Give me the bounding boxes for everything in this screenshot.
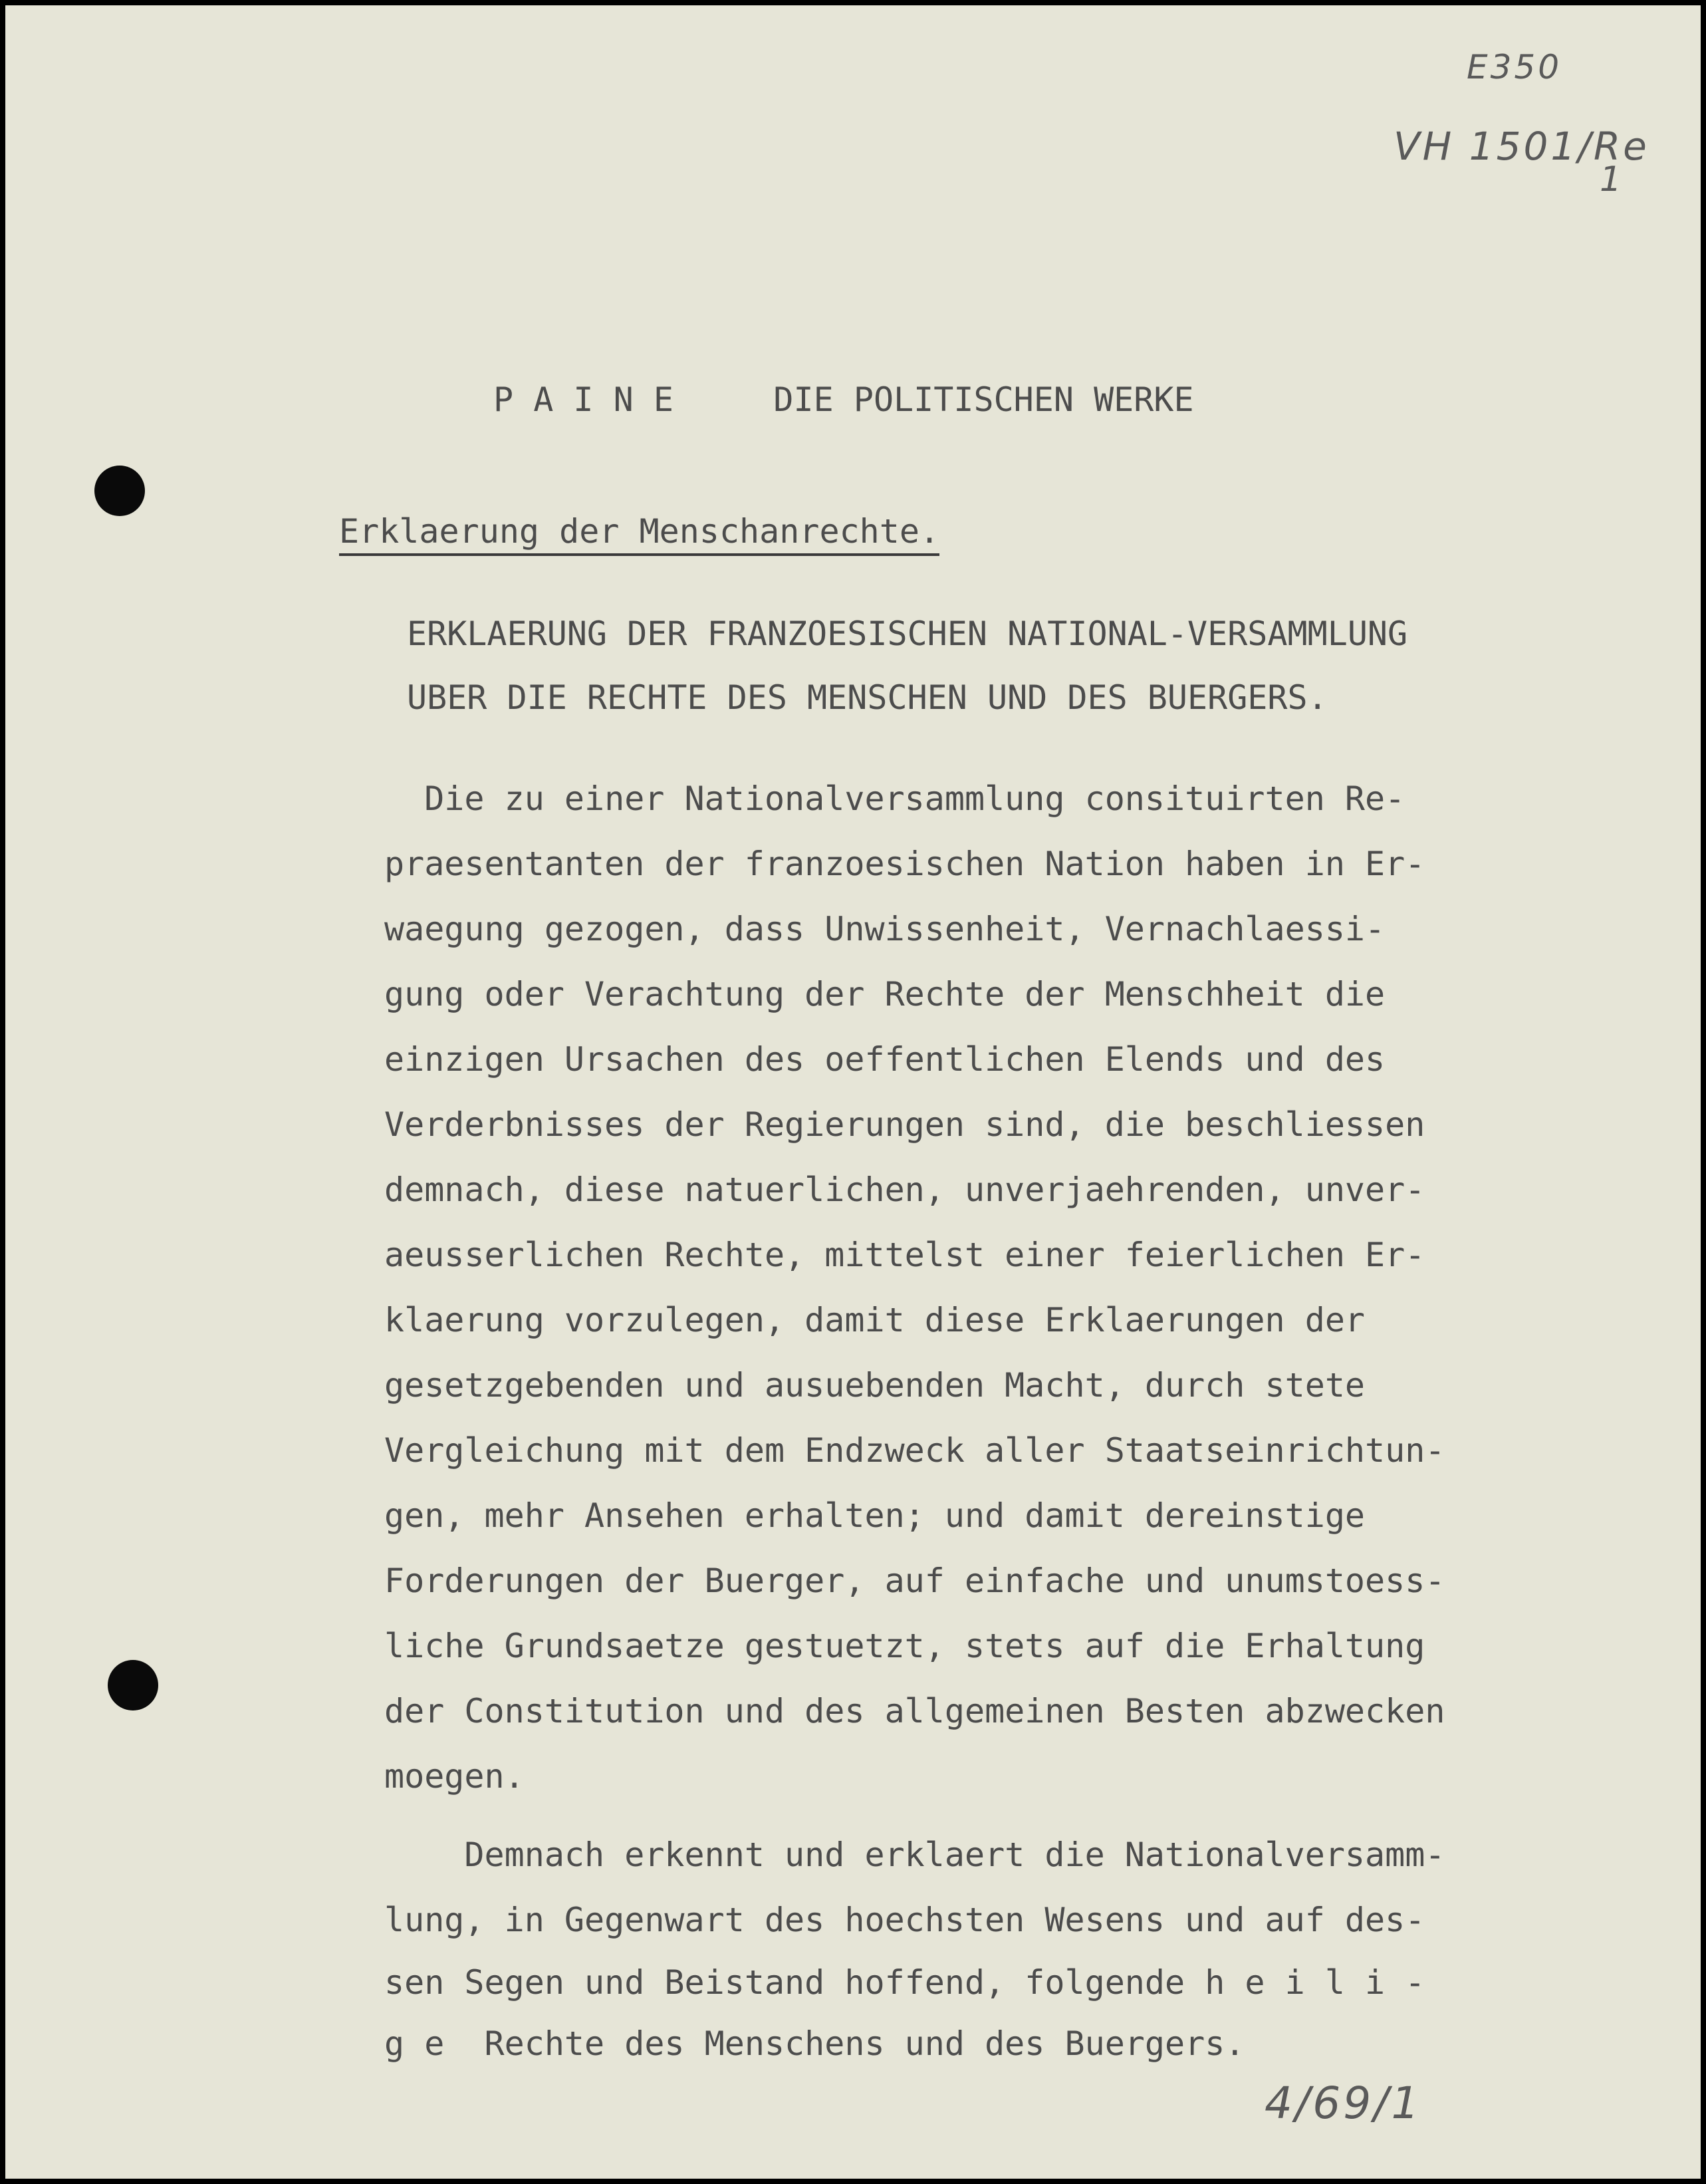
paragraph-line: einzigen Ursachen des oeffentlichen Elends und des [384, 1040, 1386, 1079]
punch-hole-bottom [108, 1660, 158, 1710]
paragraph-line: liche Grundsaetze gestuetzt, stets auf die Erhaltung [384, 1627, 1425, 1665]
subtitle-line: UBER DIE RECHTE DES MENSCHEN UND DES BUERGERS. [407, 678, 1328, 717]
punch-hole-top [94, 466, 145, 516]
paragraph-2 [384, 1836, 1647, 2102]
document-header: P A I N E DIE POLITISCHEN WERKE [493, 380, 1194, 419]
paragraph-line: Die zu einer Nationalversammlung consituirten Re- [384, 779, 1405, 818]
paragraph-line: sen Segen und Beistand hoffend, folgende h e i l i - [384, 1963, 1425, 2002]
paragraph-line: gung oder Verachtung der Rechte der Menschheit die [384, 975, 1386, 1014]
archive-mark-second-line: VH 1501/Re [1394, 124, 1649, 169]
archive-mark-bottom: 4/69/1 [1265, 2078, 1422, 2129]
paragraph-line: Forderungen der Buerger, auf einfache und unumstoess- [384, 1562, 1445, 1600]
archive-mark-top: E350 [1467, 48, 1562, 86]
paragraph-line: klaerung vorzulegen, damit diese Erklaerungen der [384, 1301, 1366, 1339]
paragraph-line: gen, mehr Ansehen erhalten; und damit dereinstige [384, 1496, 1366, 1535]
paragraph-line: Demnach erkennt und erklaert die Nationalversamm- [384, 1836, 1445, 1874]
paragraph-line: moegen. [384, 1757, 525, 1796]
paragraph-line: Vergleichung mit dem Endzweck aller Staatseinrichtun- [384, 1431, 1445, 1470]
paragraph-line: aeusserlichen Rechte, mittelst einer feierlichen Er- [384, 1236, 1425, 1274]
paragraph-line: Verderbnisses der Regierungen sind, die beschliessen [384, 1105, 1425, 1144]
subtitle-block [407, 614, 1537, 717]
paragraph-line: demnach, diese natuerlichen, unverjaehrenden, unver- [384, 1170, 1425, 1209]
document-page [5, 5, 1701, 2179]
paragraph-line: gesetzgebenden und ausuebenden Macht, durch stete [384, 1366, 1366, 1405]
paragraph-line: praesentanten der franzoesischen Nation haben in Er- [384, 845, 1425, 883]
archive-mark-second-line-sub: 1 [1600, 160, 1625, 200]
paragraph-line: der Constitution und des allgemeinen Besten abzwecken [384, 1692, 1445, 1730]
section-title: Erklaerung der Menschanrechte. [339, 512, 939, 556]
paragraph-line: g e Rechte des Menschens und des Buergers. [384, 2024, 1245, 2063]
paragraph-line: lung, in Gegenwart des hoechsten Wesens und auf des- [384, 1901, 1425, 1939]
subtitle-line: ERKLAERUNG DER FRANZOESISCHEN NATIONAL-VERSAMMLUNG [407, 614, 1408, 653]
paragraph-1 [384, 779, 1647, 1817]
paragraph-line: waegung gezogen, dass Unwissenheit, Vernachlaessi- [384, 910, 1386, 948]
